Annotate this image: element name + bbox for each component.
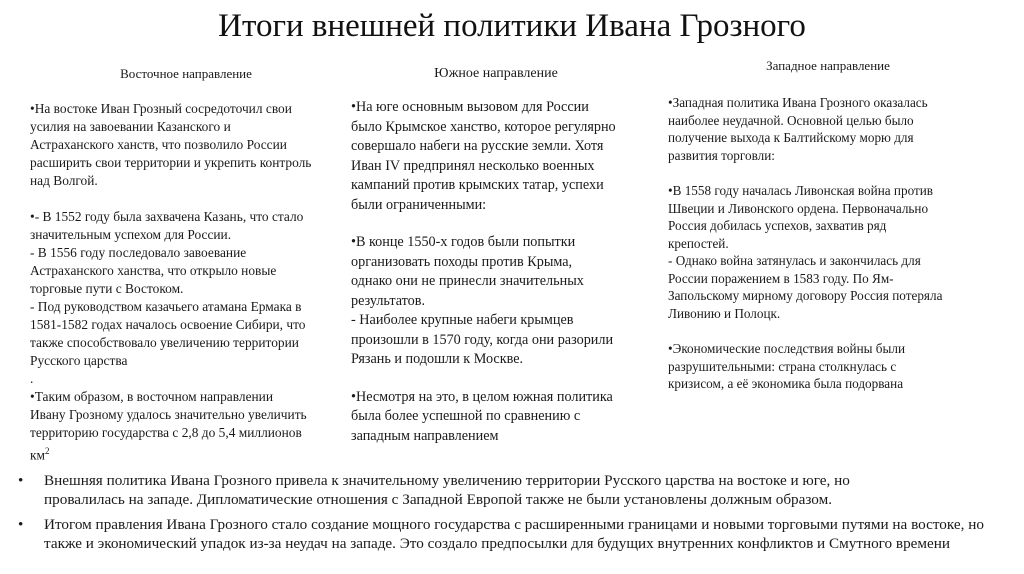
south-heading: Южное направление [434,66,558,81]
south-body [351,98,641,446]
east-column [30,66,342,464]
south-paragraph-3: •Несмотря на это, в целом южная политика была более успешной по сравнению с западным направлением [351,388,613,444]
west-body [668,94,988,393]
west-heading: Западное направление [766,58,890,73]
east-unit-text: км [30,447,45,463]
west-paragraph-1: •Западная политика Ивана Грозного оказалась наиболее неудачной. Основной целью было получение выхода к Балтийскому морю для развития торговли: [668,95,928,163]
summary-text-1: Внешняя политика Ивана Грозного привела к значительному увеличению территории Русского царства на востоке и юге, но провалилась на западе. Дипломатические отношения с Западной Европой также не были установлены должным образом. [44,472,850,508]
west-paragraph-2: •В 1558 году началась Ливонская война против Швеции и Ливонского ордена. Первоначально Россия добилась успехов, захватив ряд крепостей. - Однако война затянулась и закончилась для России поражением в 1583 году. По Ям- Запольскому мирному договору Россия потеряла Ливонию и Полоцк. [668,183,943,321]
summary-bullet-1: • [18,472,24,489]
east-paragraph-2: •- В 1552 году была захвачена Казань, что стало значительным успехом для России. - В 1556 году последовало завоевание Астраханского ханства, что открыло новые торговые пути с Востоком. - Под руководством казачьего атамана Ермака в 1581-1582 годах началось освоение Сибири, что также способствовало увеличению территории Русского царства . •Таким образом, в восточном направлении Ивану Грозному удалось значительно увеличить территорию государства с 2,8 до 5,4 миллионов [30,209,307,440]
east-body [30,100,342,464]
summary-item-2 [18,516,1012,553]
west-paragraph-3: •Экономические последствия войны были разрушительными: страна столкнулась с кризисом, а её экономика была подорвана [668,341,906,391]
south-column [351,66,641,446]
east-paragraph-1: •На востоке Иван Грозный сосредоточил свои усилия на завоевании Казанского и Астраханского ханств, что позволило России расширить свои территории и укрепить контроль над Волгой. [30,101,312,188]
west-column [668,58,988,393]
east-heading: Восточное направление [120,66,252,81]
summary-text-2: Итогом правления Ивана Грозного стало создание мощного государства с расширенными границами и новыми торговыми путями на востоке, но также и экономический упадок из-за неудач на западе. Это создало предпосылки для будущих внутренних конфликтов и Смутного времени [44,516,984,552]
south-paragraph-2: •В конце 1550-х годов были попытки организовать походы против Крыма, однако они не принесли значительных результатов. - Наиболее крупные набеги крымцев произошли в 1570 году, когда они разорили Рязань и подошли к Москве. [351,234,614,367]
south-paragraph-1: •На юге основным вызовом для России было Крымское ханство, которое регулярно совершало набеги на русские земли. Хотя Иван IV предпринял несколько военных кампаний против крымских татар, успехи были ограниченными: [351,99,616,213]
summary-item-1 [18,472,1012,509]
east-unit-superscript: 2 [44,446,50,456]
east-area-unit [30,442,342,464]
slide-title: Итоги внешней политики Ивана Грозного [218,8,806,44]
summary-bullet-2: • [18,516,24,533]
